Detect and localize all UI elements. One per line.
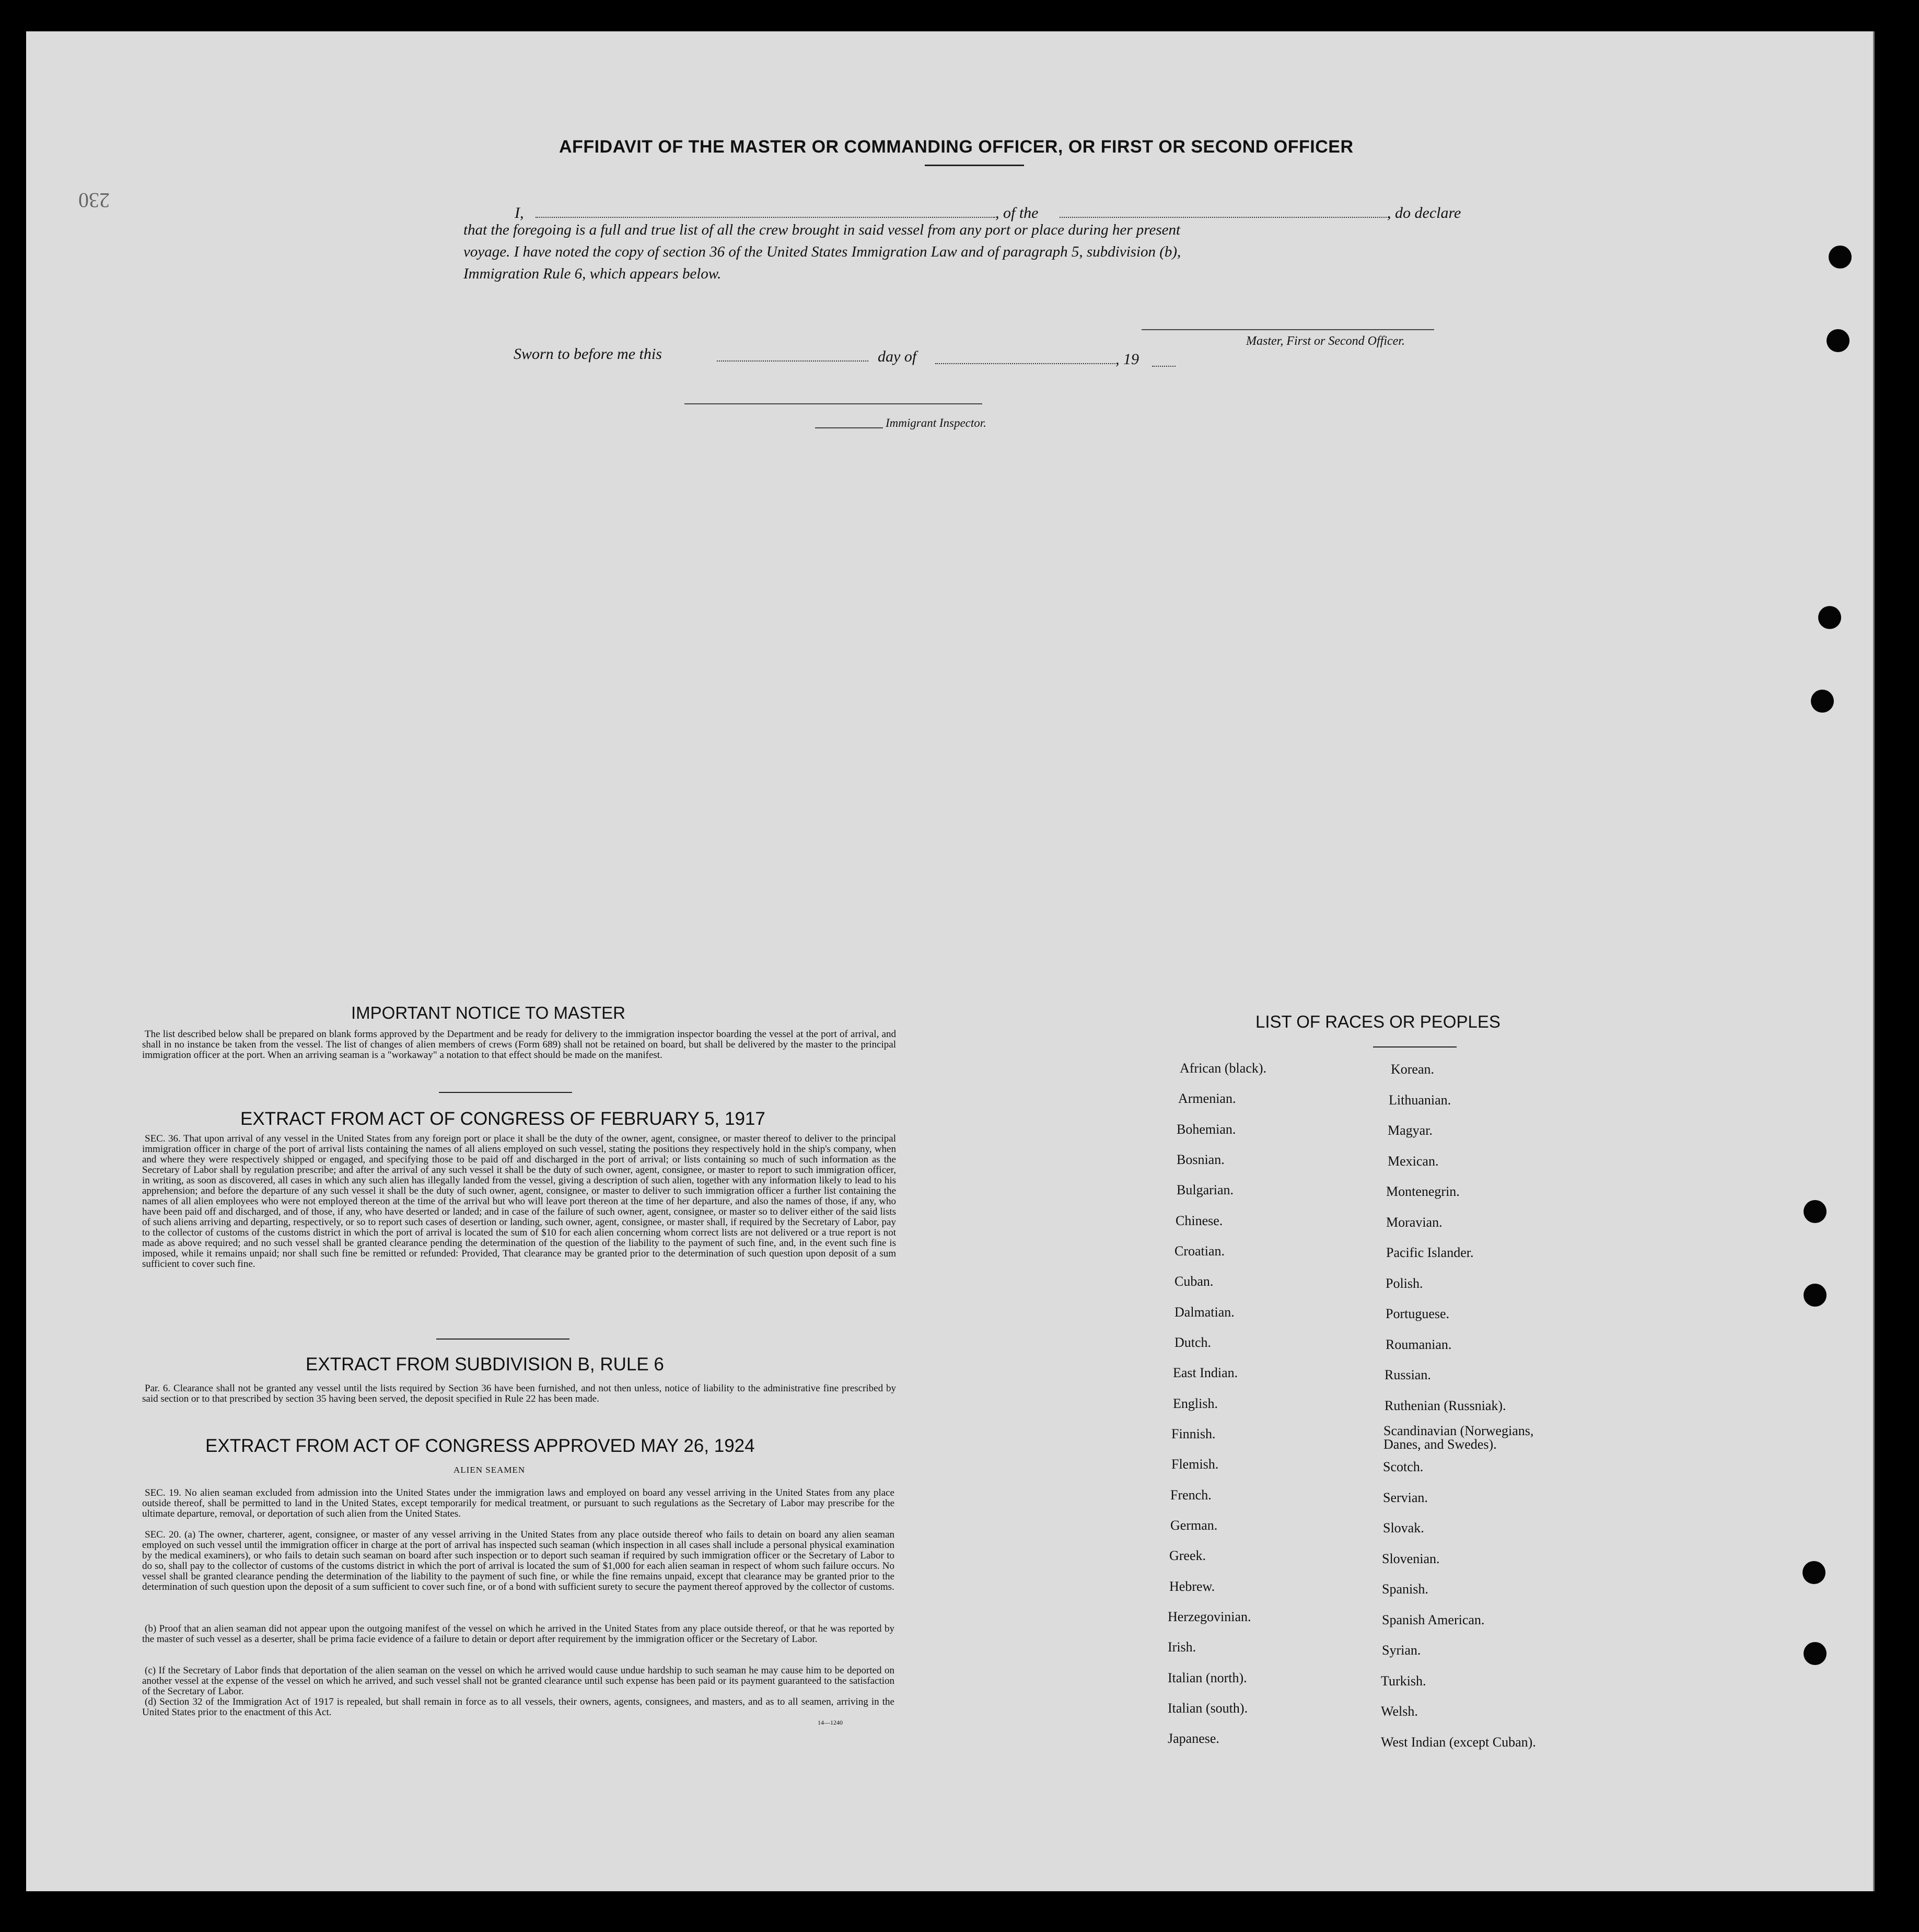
race-right-item: Mexican. — [1388, 1154, 1439, 1169]
notice-title: IMPORTANT NOTICE TO MASTER — [351, 1003, 626, 1022]
vessel-field[interactable] — [1060, 217, 1389, 218]
race-right-item: Slovak. — [1383, 1520, 1424, 1535]
affidavit-body-line1: that the foregoing is a full and true list of all the crew brought in said vessel from any port or place during her present — [463, 222, 1181, 238]
race-left-item: German. — [1170, 1518, 1218, 1533]
race-right-item: Pacific Islander. — [1386, 1245, 1474, 1260]
inspector-signature-line[interactable] — [684, 403, 982, 404]
punch-hole — [1802, 1561, 1825, 1584]
punch-hole — [1818, 606, 1841, 629]
race-right-item: Slovenian. — [1382, 1551, 1440, 1566]
year-label: , 19 — [1115, 351, 1139, 368]
race-right-item: Spanish. — [1382, 1581, 1428, 1597]
punch-hole — [1804, 1200, 1827, 1223]
extract-rule6-title: EXTRACT FROM SUBDIVISION B, RULE 6 — [306, 1354, 664, 1375]
affidavit-title: AFFIDAVIT OF THE MASTER OR COMMANDING OFFICER, OR FIRST OR SECOND OFFICER — [559, 137, 1354, 157]
race-right-item: Scandinavian (Norwegians, Danes, and Swedes). — [1383, 1423, 1534, 1452]
race-right-item: Spanish American. — [1382, 1612, 1485, 1627]
race-right-item: Scotch. — [1383, 1459, 1424, 1474]
race-right-item: Portuguese. — [1386, 1306, 1450, 1321]
race-left-item: Herzegovinian. — [1168, 1609, 1251, 1624]
race-left-item: Hebrew. — [1169, 1579, 1215, 1594]
punch-hole — [1829, 246, 1852, 269]
extract-1924-sec20d: (d) Section 32 of the Immigration Act of 1917 is repealed, but shall remain in force as to all vessels, their owners, agents, consignees, and masters, and as to all seamen, arriving in the United States prior to the enactment of this Act. — [142, 1696, 894, 1718]
race-right-item: Korean. — [1391, 1062, 1435, 1077]
day-of-label: day of — [878, 348, 917, 365]
race-left-item: Armenian. — [1178, 1091, 1236, 1106]
race-left-item: Croatian. — [1174, 1243, 1225, 1259]
race-left-item: Italian (south). — [1168, 1701, 1248, 1716]
declare-label: , do declare — [1387, 204, 1461, 222]
affidavit-body-line2: voyage. I have noted the copy of section 36 of the United States Immigration Law and of paragraph 5, subdivision (b), — [463, 243, 1181, 260]
sworn-month-field[interactable] — [935, 363, 1115, 364]
race-left-item: Chinese. — [1176, 1213, 1223, 1228]
i-label: I, — [515, 204, 524, 222]
race-left-item: Japanese. — [1168, 1731, 1219, 1746]
section-rule — [436, 1339, 569, 1340]
sworn-day-field[interactable] — [717, 360, 868, 362]
race-left-item: Italian (north). — [1168, 1670, 1247, 1685]
race-right-item: Welsh. — [1381, 1704, 1418, 1719]
form-number: 14—1240 — [818, 1719, 843, 1726]
inspector-dash — [815, 427, 883, 428]
race-left-item: Finnish. — [1171, 1426, 1216, 1441]
section-rule — [439, 1092, 572, 1093]
race-right-item: West Indian (except Cuban). — [1381, 1735, 1536, 1750]
race-left-item: French. — [1170, 1487, 1212, 1503]
race-left-item: Bulgarian. — [1177, 1182, 1234, 1197]
race-right-item: Servian. — [1383, 1490, 1428, 1505]
sworn-label: Sworn to before me this — [514, 345, 662, 363]
race-left-item: Bohemian. — [1177, 1122, 1236, 1137]
race-right-item: Russian. — [1385, 1367, 1431, 1382]
race-left-item: African (black). — [1180, 1061, 1267, 1076]
race-left-item: Greek. — [1169, 1548, 1206, 1563]
extract-1917-title: EXTRACT FROM ACT OF CONGRESS OF FEBRUARY 5, 1917 — [240, 1109, 765, 1129]
name-field[interactable] — [536, 217, 995, 218]
race-right-item: Polish. — [1386, 1276, 1423, 1291]
page-edge — [1873, 31, 1875, 1891]
race-right-item: Moravian. — [1386, 1215, 1443, 1230]
race-right-item: Ruthenian (Russniak). — [1385, 1398, 1506, 1413]
extract-1924-title: EXTRACT FROM ACT OF CONGRESS APPROVED MAY 26, 1924 — [205, 1436, 755, 1456]
punch-hole — [1804, 1284, 1827, 1307]
race-left-item: East Indian. — [1173, 1365, 1238, 1380]
inspector-caption: Immigrant Inspector. — [886, 416, 986, 429]
extract-1924-sec20a: SEC. 20. (a) The owner, charterer, agent, consignee, or master of any vessel arriving in the United States from any place outside thereof who fails to detain on board any alien seaman employed on such vessel until the immigration officer in charge at the port of arrival has inspected such seaman (which inspection in all cases shall include a personal physical examination by the medical examiners), or who fails to detain such seaman on board after such inspection or to deport such seaman if required by such immigration officer or the Secretary of Labor to do so, shall pay to the collector of customs of the customs district in which the port of arrival is located the sum of $1,000 for each alien seaman in respect of whom such failure occurs. No vessel shall be granted clearance pending the determination of the liability to the payment of such fine, or while the fine remains unpaid, except that clearance may be granted prior to the determination of such question upon the deposit of a sum sufficient to cover such fine, or of a bond with sufficient surety to secure the payment thereof approved by the collector of customs. — [142, 1529, 894, 1592]
punch-hole — [1811, 690, 1834, 713]
race-right-item: Lithuanian. — [1389, 1092, 1451, 1108]
notice-body: The list described below shall be prepared on blank forms approved by the Department and be ready for delivery to the immigration inspector boarding the vessel at the port of arrival, and shall in no instance be taken from the vessel. The list of changes of alien members of crews (Form 689) shall not be retained on board, but shall be delivered by the master to the principal immigration officer at the port. When an arriving seaman is a "workaway" a notation to that effect should be made on the manifest. — [142, 1029, 896, 1061]
title-rule — [925, 165, 1024, 166]
race-left-item: Flemish. — [1171, 1457, 1219, 1472]
race-right-item: Roumanian. — [1386, 1337, 1452, 1352]
race-right-item: Montenegrin. — [1386, 1184, 1460, 1199]
extract-rule6-body: Par. 6. Clearance shall not be granted any vessel until the lists required by Section 36 have been furnished, and not then unless, notice of liability to the administrative fine prescribed by said section or to that prescribed by section 35 having been served, the deposit specified in Rule 22 has been made. — [142, 1383, 896, 1404]
race-left-item: Bosnian. — [1177, 1152, 1225, 1167]
extract-1917-body: SEC. 36. That upon arrival of any vessel in the United States from any foreign port or place it shall be the duty of the owner, agent, consignee, or master thereof to deliver to the principal immigration officer in charge of the port of arrival lists containing the names of all aliens employed on such vessel, stating the positions they respectively hold in the ship's company, when and where they were respectively shipped or engaged, and specifying those to be paid off and discharged in the port of arrival; or lists containing so much of such information as the Secretary of Labor shall by regulation prescribe; and after the arrival of any such vessel it shall be the duty of such owner, agent, consignee, or master to report to such immigration officer, in writing, as soon as discovered, all cases in which any such alien has illegally landed from the vessel, giving a description of such alien, together with any information likely to lead to his apprehension; and before the departure of any such vessel it shall be the duty of such owner, agent, consignee, or master to deliver to such immigration officer a further list containing the names of all alien employees who were not employed thereon at the time of the arrival but who will leave port thereon at the time of her departure, and also the names of those, if any, who have been paid off and discharged, and of those, if any, who have deserted or landed; and in case of the failure of such owner, agent, consignee, or master so to deliver either of the said lists of such aliens arriving and departing, respectively, or so to report such cases of desertion or landing, such owner, agent, consignee, or master shall, if required by the Secretary of Labor, pay to the collector of customs of the customs district in which the port of arrival is located the sum of $10 for each alien concerning whom correct lists are not delivered or a true report is not made as above required; and no such vessel shall be granted clearance pending the determination of the question of the liability to the payment of such fine, and, in the event such fine is imposed, while it remains unpaid; nor shall such fine be remitted or refunded: Provided, That clearance may be granted prior to the determination of such question upon deposit of a sum sufficient to cover such fine. — [142, 1133, 896, 1270]
sworn-year-field[interactable] — [1152, 366, 1176, 367]
margin-mark: 230 — [78, 189, 110, 212]
extract-1924-subtitle: ALIEN SEAMEN — [453, 1465, 526, 1475]
punch-hole — [1827, 329, 1850, 352]
race-left-item: English. — [1173, 1396, 1218, 1411]
race-right-item: Turkish. — [1381, 1673, 1426, 1689]
signature-line[interactable] — [1142, 329, 1434, 330]
extract-1924-sec20b: (b) Proof that an alien seaman did not appear upon the outgoing manifest of the vessel on which he arrived in the United States from any place outside thereof, or that he was reported by the master of such vessel as a deserter, shall be prima facie evidence of a failure to detain or deport after requirement by the immigration officer or the Secretary of Labor. — [142, 1623, 894, 1645]
races-title: LIST OF RACES OR PEOPLES — [1255, 1012, 1501, 1031]
affidavit-body-line3: Immigration Rule 6, which appears below. — [463, 265, 722, 282]
extract-1924-sec20c: (c) If the Secretary of Labor finds that deportation of the alien seaman on the vessel on which he arrived would cause undue hardship to such seaman he may cause him to be deported on another vessel at the expense of the vessel on which he arrived, and such vessel shall not be granted clearance until such expense has been paid or its payment guaranteed to the satisfaction of the Secretary of Labor. — [142, 1665, 894, 1697]
race-left-item: Cuban. — [1174, 1274, 1214, 1289]
race-right-item: Magyar. — [1388, 1123, 1433, 1138]
punch-hole — [1804, 1642, 1827, 1665]
races-title-rule — [1373, 1046, 1457, 1048]
signature-caption: Master, First or Second Officer. — [1246, 334, 1405, 348]
race-left-item: Dalmatian. — [1174, 1305, 1235, 1320]
race-right-item: Syrian. — [1382, 1643, 1421, 1658]
extract-1924-sec19: SEC. 19. No alien seaman excluded from admission into the United States under the immigration laws and employed on board any vessel arriving in the United States from any place outside thereof, shall be permitted to land in the United States, except temporarily for medical treatment, or pursuant to such regulations as the Secretary of Labor may prescribe for the ultimate departure, removal, or deportation of such alien from the United States. — [142, 1487, 894, 1519]
race-left-item: Irish. — [1168, 1639, 1196, 1655]
race-left-item: Dutch. — [1174, 1335, 1212, 1350]
of-the-label: , of the — [995, 204, 1039, 222]
document-page — [26, 31, 1873, 1891]
